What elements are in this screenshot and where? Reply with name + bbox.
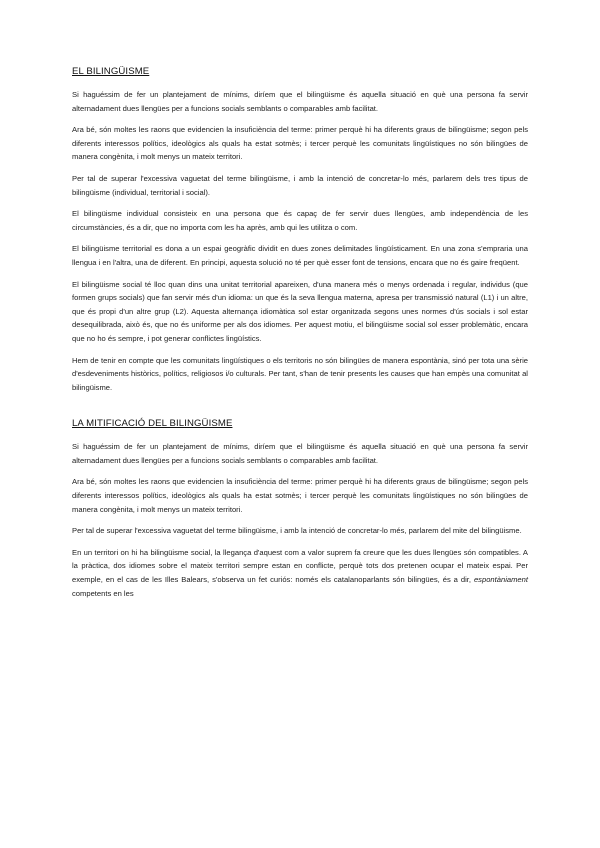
document-page xyxy=(72,66,528,608)
paragraph: Per tal de superar l'excessiva vaguetat del terme bilingüisme, i amb la intenció de concretar-lo més, parlarem del mite del bilingüisme. xyxy=(72,526,522,536)
paragraph: El bilingüisme individual consisteix en una persona que és capaç de fer servir dues llengües, amb independència de les circumstàncies, és a dir, que no importa com les ha après, amb qui les utilitza o com. xyxy=(72,209,528,232)
paragraph-text: competents en les xyxy=(72,588,134,598)
section-title-mitificacio: LA MITIFICACIÓ DEL BILINGÜISME xyxy=(72,418,233,430)
section-title-bilinguisme: EL BILINGÜISME xyxy=(72,66,150,77)
paragraph: El bilingüisme social té lloc quan dins una unitat territorial apareixen, d'una manera més o menys ordenada i regular, individus (que formen grups socials) que fan servir més d'un idioma: un que és la seva llengua materna, apresa per transmissió natural (L1) i un altre, que és propi d'un altre grup (L2). Aquesta alternança idiomàtica sol estar organitzada segons unes normes d'ús socials i sol estar desequilibrada, això és, que no és uniforme per als dos idiomes. Per aquest motiu, el bilingüisme social sol esser problemàtic, encara que no ho és sempre, i pot generar conflictes lingüístics. xyxy=(72,279,528,343)
paragraph-text: En un territori on hi ha bilingüisme social, la llegança d'aquest com a valor suprem fa creure que les dues llengües són compatibles. A la pràctica, dos idiomes sobre el mateix territori sempre estan en conflicte, perquè tots dos pretenen ocupar el mateix espai. Per exemple, en el cas de les Illes Balears, s'observa un fet curiós: només els catalanoparlants són bilingües, és a dir, xyxy=(72,547,528,585)
paragraph: Ara bé, són moltes les raons que evidencien la insuficiència del terme: primer perquè hi ha diferents graus de bilingüisme; segon pels diferents interessos polítics, ideològics als quals ha estat sotmès; i tercer perquè les comunitats lingüístiques no són bilingües de manera congènita, i molt menys un mateix territori. xyxy=(72,125,528,162)
paragraph: El bilingüisme territorial es dona a un espai geogràfic dividit en dues zones delimitades lingüísticament. En una zona s'empraria una llengua i en l'altra, una de diferent. En principi, aquesta solució no té per què esser font de tensions, encara que no és gaire freqüent. xyxy=(72,244,528,267)
paragraph: Si haguéssim de fer un plantejament de mínims, diríem que el bilingüisme és aquella situació en què una persona fa servir alternadament dues llengües per a funcions socials semblants o comparables amb facilitat. xyxy=(72,442,528,465)
paragraph-last xyxy=(72,546,528,600)
paragraph: Ara bé, són moltes les raons que evidencien la insuficiència del terme: primer perquè hi ha diferents graus de bilingüisme; segon pels diferents interessos polítics, ideològics als quals ha estat sotmès; i tercer perquè les comunitats lingüístiques no són bilingües de manera congènita, i molt menys un mateix territori. xyxy=(72,477,528,514)
paragraph: Hem de tenir en compte que les comunitats lingüístiques o els territoris no són bilingües de manera espontània, sinó per tota una sèrie d'esdeveniments històrics, polítics, religiosos i/o culturals. Per tant, s'han de tenir presents les causes que han empès una comunitat al bilingüisme. xyxy=(72,355,528,392)
emphasis-text: espontàniament xyxy=(473,575,528,585)
paragraph: Si haguéssim de fer un plantejament de mínims, diríem que el bilingüisme és aquella situació en què una persona fa servir alternadament dues llengües per a funcions socials semblants o comparables amb facilitat. xyxy=(72,90,528,113)
paragraph: Per tal de superar l'excessiva vaguetat del terme bilingüisme, i amb la intenció de concretar-lo més, parlarem dels tres tipus de bilingüisme (individual, territorial i social). xyxy=(72,173,528,197)
